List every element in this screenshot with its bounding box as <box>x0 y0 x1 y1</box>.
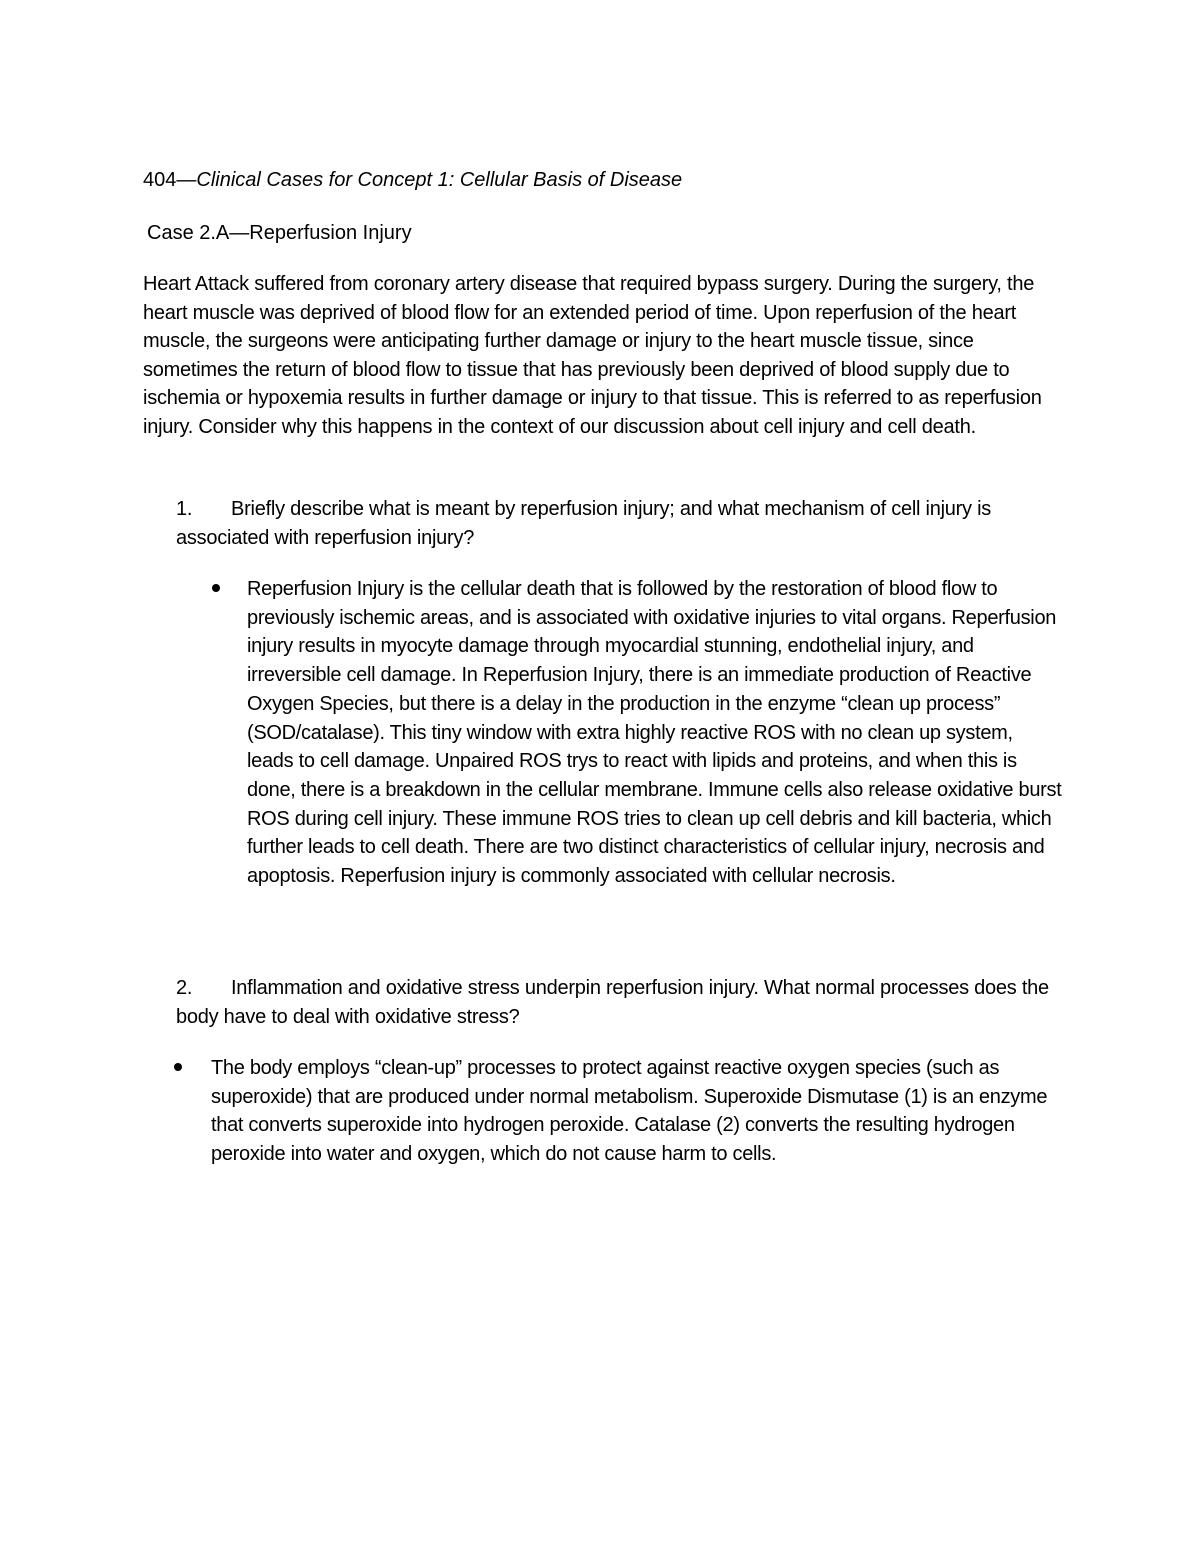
question-text: Inflammation and oxidative stress underpin reperfusion injury. What normal processes does the body have to deal with oxidative stress? <box>176 977 1049 1028</box>
intro-text: Heart Attack suffered from coronary artery disease that required bypass surgery. During the surgery, the heart muscle was deprived of blood flow for an extended period of time. Upon reperfusion of the heart muscle, the surgeons were anticipating further damage or injury to the heart muscle tissue, since sometimes the return of blood flow to tissue that has previously been deprived of blood supply due to ischemia or hypoxemia results in further damage or injury to that tissue. This is referred to as reperfusion injury. Consider why this happens in the context of our discussion about cell injury and cell death. <box>143 273 1042 438</box>
question-number: 1. <box>176 498 193 520</box>
bullet-icon <box>212 584 220 592</box>
title-text: Clinical Cases for Concept 1: Cellular Basis of Disease <box>196 169 683 191</box>
title-number: 404— <box>143 169 197 191</box>
intro-paragraph <box>143 270 1073 442</box>
question-number: 2. <box>176 977 193 999</box>
case-heading: Case 2.A—Reperfusion Injury <box>147 222 412 244</box>
question-2 <box>176 974 1076 1032</box>
question-text: Briefly describe what is meant by reperfusion injury; and what mechanism of cell injury is associated with reperfusion injury? <box>176 498 992 549</box>
answer-text: Reperfusion Injury is the cellular death that is followed by the restoration of blood flow to previously ischemic areas, and is associated with oxidative injuries to vital organs. Reperfusion injury results in myocyte damage through myocardial stunning, endothelial injury, and irreversible cell damage. In Reperfusion Injury, there is an immediate production of Reactive Oxygen Species, but there is a delay in the production in the enzyme “clean up process” (SOD/catalase). This tiny window with extra highly reactive ROS with no clean up system, leads to cell damage. Unpaired ROS trys to react with lipids and proteins, and when this is done, there is a breakdown in the cellular membrane. Immune cells also release oxidative burst ROS during cell injury. These immune ROS tries to clean up cell debris and kill bacteria, which further leads to cell death. There are two distinct characteristics of cellular injury, necrosis and apoptosis. Reperfusion injury is commonly associated with cellular necrosis. <box>247 578 1062 888</box>
bullet-icon <box>174 1063 182 1071</box>
answer-1 <box>247 575 1062 891</box>
answer-text: The body employs “clean-up” processes to protect against reactive oxygen species (such as superoxide) that are produced under normal metabolism. Superoxide Dismutase (1) is an enzyme that converts superoxide into hydrogen peroxide. Catalase (2) converts the resulting hydrogen peroxide into water and oxygen, which do not cause harm to cells. <box>211 1057 1048 1166</box>
answer-2 <box>211 1054 1061 1169</box>
question-1 <box>176 495 1076 553</box>
document-title <box>143 166 1043 195</box>
